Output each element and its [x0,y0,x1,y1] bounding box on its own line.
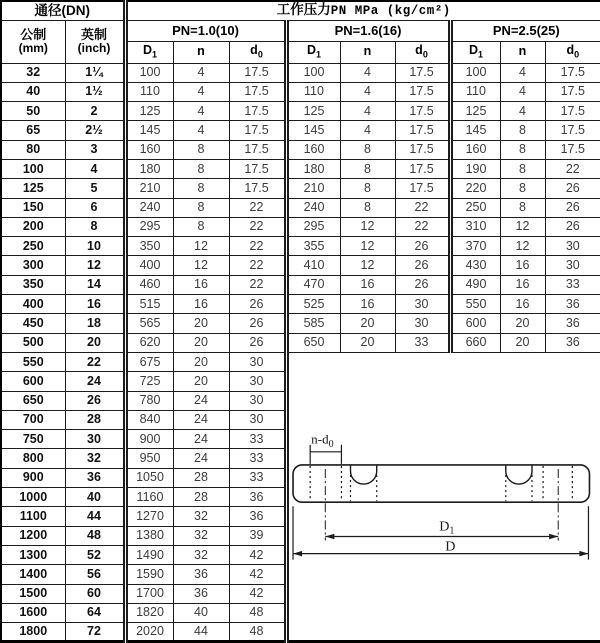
cell-pn25: 660 [450,333,500,352]
cell-pn10: 4 [173,102,229,121]
cell-pn10: 840 [125,410,173,429]
cell-pn10: 12 [173,256,229,275]
cell-pn16: 8 [340,159,395,178]
cell-pn10: 17.5 [229,102,286,121]
cell-pn10: 16 [173,295,229,314]
d1-left-arrow [325,534,334,539]
cell-metric: 125 [1,179,65,198]
table-row-dn-100 [1,159,600,178]
cell-inch: 8 [65,217,125,236]
cell-pn16: 470 [286,275,340,294]
d-left-arrow [293,551,302,556]
cell-pn25: 16 [500,295,545,314]
cell-metric: 400 [1,295,65,314]
cell-pn25: 430 [450,256,500,275]
cell-pn10: 8 [173,198,229,217]
cell-pn10: 675 [125,352,173,371]
cell-metric: 40 [1,82,65,101]
cell-pn16: 4 [340,63,395,82]
cell-pn10: 4 [173,63,229,82]
cell-pn10: 1380 [125,526,173,545]
cell-pn25: 8 [500,179,545,198]
cell-pn16: 26 [395,237,450,256]
cell-pn10: 160 [125,140,173,159]
cell-pn10: 42 [229,545,286,564]
cell-pn25: 220 [450,179,500,198]
cell-pn25: 100 [450,63,500,82]
cell-pn16: 17.5 [395,121,450,140]
cell-pn10: 32 [173,545,229,564]
cell-pn25: 110 [450,82,500,101]
cell-metric: 500 [1,333,65,352]
table-row-dn-150 [1,198,600,217]
table-row-dn-125 [1,179,600,198]
cell-pn16: 8 [340,140,395,159]
cell-inch: 56 [65,565,125,584]
cell-pn10: 780 [125,391,173,410]
cell-pn25: 370 [450,237,500,256]
header-col-D1: $D_1$ [125,41,173,63]
cell-pn16: 26 [395,275,450,294]
cell-metric: 1000 [1,488,65,507]
cell-pn10: 20 [173,352,229,371]
label-n-d0: $n-d_0$ [310,431,334,450]
cell-pn16: 30 [395,314,450,333]
cell-pn16: 17.5 [395,63,450,82]
d1-right-arrow [549,534,558,539]
cell-pn10: 48 [229,623,286,642]
cell-pn16: 17.5 [395,140,450,159]
header-col-D1: $D_1$ [450,41,500,63]
cell-inch: 44 [65,507,125,526]
cell-metric: 450 [1,314,65,333]
header-col-n: n [500,41,545,63]
cell-pn16: 525 [286,295,340,314]
cell-inch: 40 [65,488,125,507]
cell-inch: 1½ [65,82,125,101]
cell-pn10: 1700 [125,584,173,603]
cell-pn10: 100 [125,63,173,82]
cell-pn25: 190 [450,159,500,178]
cell-pn25: 600 [450,314,500,333]
cell-metric: 1800 [1,623,65,642]
cell-pn10: 17.5 [229,63,286,82]
cell-inch: 5 [65,179,125,198]
table-header [1,1,600,63]
cell-pn16: 8 [340,198,395,217]
cell-pn16: 355 [286,237,340,256]
header-pn16: PN=1.6(16) [286,20,450,41]
table-row-dn-500 [1,333,600,352]
cell-pn10: 24 [173,430,229,449]
cell-inch: 14 [65,275,125,294]
cell-pn10: 295 [125,217,173,236]
cell-pn10: 900 [125,430,173,449]
cell-inch: 52 [65,545,125,564]
cell-inch: 20 [65,333,125,352]
cell-pn16: 22 [395,198,450,217]
cell-pn16: 12 [340,256,395,275]
cell-pn10: 17.5 [229,82,286,101]
cell-pn25: 8 [500,159,545,178]
cell-pn25: 17.5 [545,63,600,82]
cell-pn16: 100 [286,63,340,82]
cell-pn16: 17.5 [395,159,450,178]
header-col-D1: $D_1$ [286,41,340,63]
cell-inch: 48 [65,526,125,545]
cell-pn10: 725 [125,372,173,391]
cell-pn16: 4 [340,82,395,101]
cell-inch: 16 [65,295,125,314]
cell-metric: 900 [1,468,65,487]
cell-pn10: 125 [125,102,173,121]
cell-pn10: 8 [173,217,229,236]
cell-inch: 32 [65,449,125,468]
cell-pn25: 8 [500,198,545,217]
header-row-2 [1,20,600,41]
cell-pn10: 20 [173,333,229,352]
cell-pn10: 2020 [125,623,173,642]
cell-pn25: 310 [450,217,500,236]
header-metric: 公制 (mm) [1,20,65,63]
cell-pn10: 26 [229,333,286,352]
cell-pn10: 515 [125,295,173,314]
d-right-arrow [579,551,588,556]
cell-pn10: 8 [173,159,229,178]
header-working-pressure [125,1,600,20]
cell-pn25: 4 [500,63,545,82]
cell-metric: 50 [1,102,65,121]
cell-pn16: 16 [340,295,395,314]
cell-pn10: 460 [125,275,173,294]
cell-pn25: 4 [500,82,545,101]
pressure-title-en: PN MPa (kg/cm²) [330,4,451,19]
cell-pn10: 42 [229,565,286,584]
cell-pn10: 110 [125,82,173,101]
cell-pn25: 250 [450,198,500,217]
cell-pn10: 350 [125,237,173,256]
cell-pn10: 33 [229,430,286,449]
cell-pn16: 20 [340,314,395,333]
pressure-title-cn: 工作压力 [276,2,331,18]
table-row-dn-550 [1,352,600,371]
cell-metric: 32 [1,63,65,82]
flange-diagram-cell [286,352,600,641]
cell-pn16: 4 [340,102,395,121]
header-col-d0: $d_0$ [545,41,600,63]
cell-pn10: 22 [229,198,286,217]
header-pn10: PN=1.0(10) [125,20,286,41]
cell-inch: 2½ [65,121,125,140]
cell-pn10: 28 [173,488,229,507]
cell-metric: 200 [1,217,65,236]
cell-pn16: 17.5 [395,102,450,121]
cell-pn10: 30 [229,410,286,429]
cell-metric: 750 [1,430,65,449]
cell-pn10: 26 [229,314,286,333]
cell-pn10: 180 [125,159,173,178]
cell-pn16: 125 [286,102,340,121]
cell-metric: 350 [1,275,65,294]
table-row-dn-32 [1,63,600,82]
cell-pn25: 550 [450,295,500,314]
cell-pn10: 240 [125,198,173,217]
cell-pn25: 4 [500,102,545,121]
header-col-n: n [173,41,229,63]
cell-pn16: 33 [395,333,450,352]
cell-inch: 28 [65,410,125,429]
cell-pn25: 36 [545,333,600,352]
cell-pn25: 30 [545,237,600,256]
cell-pn16: 410 [286,256,340,275]
table-row-dn-300 [1,256,600,275]
cell-pn10: 30 [229,391,286,410]
cell-pn25: 33 [545,275,600,294]
cell-pn10: 30 [229,372,286,391]
cell-pn10: 4 [173,82,229,101]
cell-pn10: 28 [173,468,229,487]
cell-pn10: 42 [229,584,286,603]
cell-pn10: 400 [125,256,173,275]
right-counterbore [505,465,531,484]
cell-pn16: 17.5 [395,179,450,198]
cell-pn16: 12 [340,237,395,256]
cell-pn16: 180 [286,159,340,178]
cell-pn10: 4 [173,121,229,140]
flange-drawing [289,353,600,639]
table-row-dn-65 [1,121,600,140]
cell-pn25: 16 [500,275,545,294]
cell-pn25: 20 [500,333,545,352]
cell-pn10: 20 [173,314,229,333]
cell-pn16: 8 [340,179,395,198]
table-row-dn-50 [1,102,600,121]
cell-metric: 150 [1,198,65,217]
cell-pn10: 1820 [125,603,173,622]
cell-inch: 6 [65,198,125,217]
cell-pn25: 36 [545,314,600,333]
cell-metric: 250 [1,237,65,256]
cell-pn16: 650 [286,333,340,352]
header-col-n: n [340,41,395,63]
table-row-dn-350 [1,275,600,294]
cell-pn10: 620 [125,333,173,352]
cell-pn25: 490 [450,275,500,294]
cell-metric: 600 [1,372,65,391]
table-row-dn-450 [1,314,600,333]
cell-inch: 4 [65,159,125,178]
cell-pn25: 125 [450,102,500,121]
cell-inch: 10 [65,237,125,256]
cell-pn16: 240 [286,198,340,217]
cell-pn25: 26 [545,217,600,236]
left-counterbore [350,465,376,484]
label-d1: $D_1$ [438,518,454,537]
table-row-dn-250 [1,237,600,256]
cell-pn16: 160 [286,140,340,159]
cell-inch: 60 [65,584,125,603]
cell-pn10: 1490 [125,545,173,564]
table-row-dn-200 [1,217,600,236]
flange-body [293,465,589,502]
cell-pn16: 585 [286,314,340,333]
cell-pn10: 8 [173,179,229,198]
cell-metric: 65 [1,121,65,140]
cell-pn10: 36 [229,488,286,507]
cell-inch: 36 [65,468,125,487]
cell-pn10: 16 [173,275,229,294]
cell-pn16: 30 [395,295,450,314]
cell-metric: 1300 [1,545,65,564]
cell-pn10: 1270 [125,507,173,526]
header-inch: 英制 (inch) [65,20,125,63]
cell-pn10: 36 [173,565,229,584]
cell-pn10: 36 [229,507,286,526]
cell-pn16: 22 [395,217,450,236]
cell-pn10: 1160 [125,488,173,507]
cell-pn25: 26 [545,198,600,217]
cell-metric: 700 [1,410,65,429]
cell-pn10: 40 [173,603,229,622]
cell-pn10: 22 [229,275,286,294]
cell-pn10: 565 [125,314,173,333]
cell-inch: 22 [65,352,125,371]
cell-pn10: 26 [229,295,286,314]
cell-pn25: 17.5 [545,82,600,101]
cell-metric: 100 [1,159,65,178]
cell-pn25: 16 [500,256,545,275]
cell-pn25: 22 [545,159,600,178]
cell-metric: 1200 [1,526,65,545]
cell-pn10: 24 [173,410,229,429]
cell-pn10: 17.5 [229,179,286,198]
cell-pn16: 12 [340,217,395,236]
table-body [1,63,600,642]
cell-pn10: 22 [229,256,286,275]
cell-inch: 18 [65,314,125,333]
cell-pn10: 22 [229,217,286,236]
cell-pn16: 20 [340,333,395,352]
cell-pn10: 39 [229,526,286,545]
cell-pn16: 26 [395,256,450,275]
cell-metric: 1400 [1,565,65,584]
cell-metric: 1500 [1,584,65,603]
cell-pn10: 24 [173,391,229,410]
cell-pn25: 12 [500,217,545,236]
cell-pn25: 26 [545,179,600,198]
header-col-d0: $d_0$ [229,41,286,63]
header-row-1 [1,1,600,20]
cell-inch: 2 [65,102,125,121]
cell-pn25: 30 [545,256,600,275]
cell-pn10: 22 [229,237,286,256]
cell-pn10: 950 [125,449,173,468]
cell-pn10: 8 [173,140,229,159]
cell-pn25: 17.5 [545,121,600,140]
cell-pn10: 17.5 [229,121,286,140]
cell-pn25: 17.5 [545,102,600,121]
cell-pn10: 145 [125,121,173,140]
cell-pn16: 4 [340,121,395,140]
cell-pn25: 36 [545,295,600,314]
cell-pn16: 16 [340,275,395,294]
cell-pn10: 33 [229,468,286,487]
cell-metric: 800 [1,449,65,468]
cell-pn10: 33 [229,449,286,468]
cell-pn10: 1050 [125,468,173,487]
table-row-dn-40 [1,82,600,101]
cell-pn25: 17.5 [545,140,600,159]
cell-inch: 72 [65,623,125,642]
cell-inch: 24 [65,372,125,391]
cell-metric: 1600 [1,603,65,622]
cell-pn10: 1590 [125,565,173,584]
cell-pn10: 17.5 [229,140,286,159]
cell-pn10: 17.5 [229,159,286,178]
cell-pn16: 110 [286,82,340,101]
cell-pn10: 32 [173,507,229,526]
cell-pn25: 160 [450,140,500,159]
cell-pn25: 20 [500,314,545,333]
cell-metric: 80 [1,140,65,159]
cell-pn25: 145 [450,121,500,140]
cell-metric: 650 [1,391,65,410]
table-row-dn-400 [1,295,600,314]
cell-inch: 30 [65,430,125,449]
cell-pn16: 295 [286,217,340,236]
cell-pn25: 12 [500,237,545,256]
cell-pn25: 8 [500,140,545,159]
cell-pn10: 30 [229,352,286,371]
cell-pn16: 17.5 [395,82,450,101]
cell-pn10: 12 [173,237,229,256]
cell-inch: 12 [65,256,125,275]
cell-metric: 300 [1,256,65,275]
cell-pn25: 8 [500,121,545,140]
header-pn25: PN=2.5(25) [450,20,600,41]
cell-inch: 1¼ [65,63,125,82]
cell-pn10: 20 [173,372,229,391]
table-row-dn-80 [1,140,600,159]
header-col-d0: $d_0$ [395,41,450,63]
cell-inch: 64 [65,603,125,622]
cell-pn16: 210 [286,179,340,198]
cell-pn10: 36 [173,584,229,603]
cell-pn10: 48 [229,603,286,622]
cell-pn10: 24 [173,449,229,468]
header-dn: 通径(DN) [1,1,125,20]
cell-pn10: 32 [173,526,229,545]
cell-inch: 3 [65,140,125,159]
cell-inch: 26 [65,391,125,410]
label-d: D [444,538,455,555]
cell-pn10: 210 [125,179,173,198]
cell-pn16: 145 [286,121,340,140]
cell-metric: 1100 [1,507,65,526]
cell-metric: 550 [1,352,65,371]
cell-pn10: 44 [173,623,229,642]
